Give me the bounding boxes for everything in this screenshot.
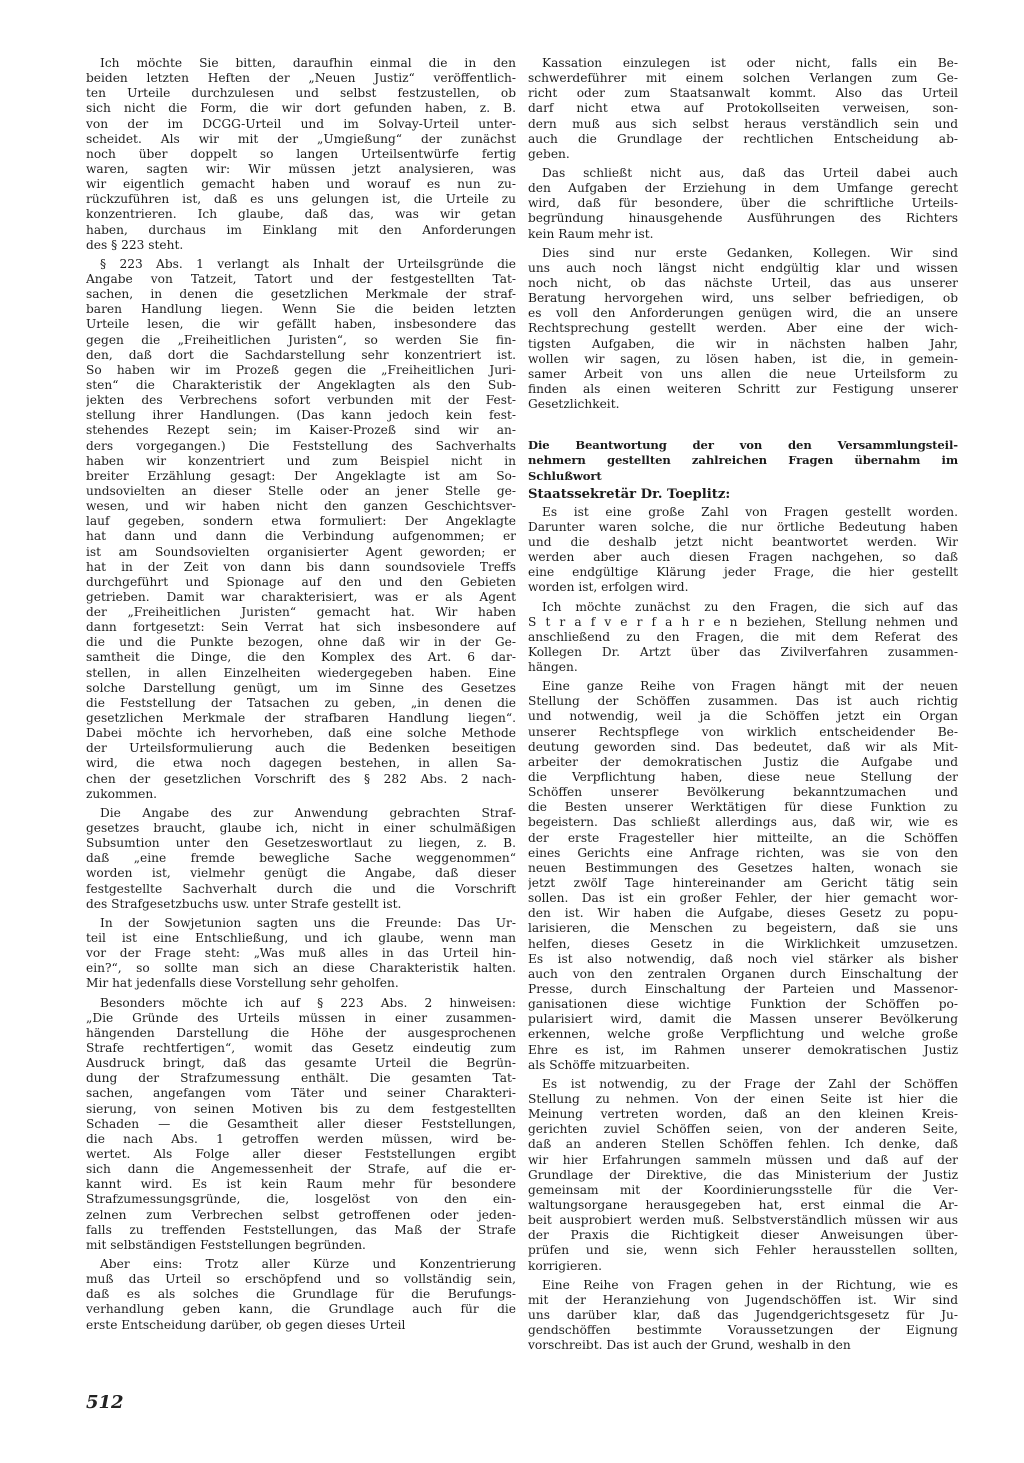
text-line: der „Freiheitlichen Juristen“ gemacht hat. Wir haben — [86, 605, 516, 620]
text-line: Eine ganze Reihe von Fragen hängt mit der neuen — [542, 679, 958, 694]
text-line: die Feststellung der Tatsachen zu geben, „in denen die — [86, 695, 516, 710]
text-line: konzentrieren. Ich glaube, daß das, was wir getan — [86, 207, 516, 222]
text-line: wollen wir sagen, zu lösen haben, ist die, in gemein- — [528, 351, 958, 366]
text-line: hängenden Darstellung die Höhe der ausgesprochenen — [86, 1025, 516, 1040]
text-line: So haben wir im Prozeß gegen die „Freiheitlichen Juri- — [86, 362, 516, 377]
paragraph — [528, 600, 958, 676]
text-line: wir hier Erfahrungen sammeln müssen und daß auf der — [528, 1152, 958, 1167]
paragraph — [528, 56, 958, 162]
text-line: der Urteilsformulierung auch die Bedenken beseitigen — [86, 741, 516, 756]
text-line: Dabei möchte ich hervorheben, daß eine solche Methode — [86, 726, 516, 741]
text-line: der erste Fragesteller hier mitteilte, an die Schöffen — [528, 830, 958, 845]
text-line: Kollegen Dr. Artzt über das Zivilverfahren zusammen- — [528, 644, 958, 659]
text-line: wesen, und wir haben nicht den ganzen Geschichtsver- — [86, 499, 516, 514]
text-line: teil ist eine Entschließung, und ich glaube, wenn man — [86, 931, 516, 946]
text-line: wir eigentlich gemacht haben und worauf es nun zu- — [86, 177, 516, 192]
text-line: dern muß aus sich selbst heraus verständlich sein und — [528, 116, 958, 131]
text-line: daß „eine fremde bewegliche Sache weggenommen“ — [86, 851, 516, 866]
text-line: der Praxis die Richtigkeit dieser Anweisungen über- — [528, 1228, 958, 1243]
text-line: chen der gesetzlichen Vorschrift des § 282 Abs. 2 nach- — [86, 771, 516, 786]
text-line: Subsumtion unter den Gesetzeswortlaut zu liegen, z. B. — [86, 836, 516, 851]
text-line: Mir hat jedenfalls diese Vorstellung sehr geholfen. — [86, 976, 399, 991]
text-line: erste Entscheidung darüber, ob gegen dieses Urteil — [86, 1317, 406, 1332]
paragraph — [86, 257, 516, 802]
text-line: die nach Abs. 1 getroffen werden müssen, wird be- — [86, 1131, 516, 1146]
text-line: gemeinsam mit der Koordinierungsstelle für die Ver- — [528, 1182, 958, 1197]
page-number: 512 — [86, 1392, 124, 1413]
text-line: larisieren, die Menschen zu begeistern, daß sie uns — [528, 921, 958, 936]
text-line: hat dann und dann die Verbindung aufgenommen; er — [86, 529, 516, 544]
text-line: samer Arbeit von uns allen die neue Urteilsform zu — [528, 366, 958, 381]
text-line: In der Sowjetunion sagten uns die Freunde: Das Ur- — [100, 915, 516, 930]
text-line: werden aber auch diesen Fragen nachgehen, so daß — [528, 550, 958, 565]
text-line: wird, die etwa noch dagegen bestehen, in allen Sa- — [86, 756, 516, 771]
text-line: die Besten unserer Werktätigen für diese Funktion zu — [528, 800, 958, 815]
text-line: unserer Rechtspflege von wirklich entscheidender Be- — [528, 724, 958, 739]
text-line: beiden letzten Heften der „Neuen Justiz“ veröffentlich- — [86, 71, 516, 86]
heading-line: Die Beantwortung der von den Versammlungsteil- — [528, 438, 958, 453]
text-line: Es ist notwendig, zu der Frage der Zahl der Schöffen — [542, 1076, 958, 1091]
text-line: Urteile lesen, die wir gefällt haben, insbesondere das — [86, 317, 516, 332]
text-line: Kassation einzulegen ist oder nicht, falls ein Be- — [542, 56, 958, 70]
text-line: wertet. Als Folge aller dieser Feststellungen ergibt — [86, 1146, 516, 1161]
text-line: getrieben. Damit war charakterisiert, was er als Agent — [86, 589, 516, 604]
text-line: dung der Strafzumessung enthält. Die gesamten Tat- — [86, 1071, 516, 1086]
text-line: Ich möchte Sie bitten, daraufhin einmal die in den — [100, 56, 516, 70]
text-line: Gesetzlichkeit. — [528, 397, 620, 412]
text-line: festgestellte Sachverhalt durch die und die Vorschrift — [86, 881, 516, 896]
text-line: haben wir konzentriert und zum Beispiel nicht in — [86, 453, 516, 468]
text-line: Ich möchte zunächst zu den Fragen, die sich auf das — [542, 599, 958, 614]
text-line: waren, sagten wir: Wir müssen jetzt analysieren, was — [86, 161, 516, 176]
text-line: Presse, durch Einschaltung der Parteien und Massenor- — [528, 982, 958, 997]
text-line: gerichten zuviel Schöffen seien, von der anderen Seite, — [528, 1122, 958, 1137]
text-line: tigsten Aufgaben, die wir in nächsten halben Jahr, — [528, 336, 958, 351]
right-column — [528, 56, 958, 1357]
text-line: Stellung zu nehmen. Von der einen Seite ist hier die — [528, 1092, 958, 1106]
text-line: breiter Erzählung gesagt: Der Angeklagte ist am So- — [86, 468, 516, 483]
text-line: eines Gerichts eine Anfrage richten, was sie von den — [528, 845, 958, 860]
text-line: noch nicht, ob das nächste Urteil, das aus unserer — [528, 275, 958, 290]
text-line: vorschreibt. Das ist auch der Grund, weshalb in den — [528, 1338, 851, 1353]
text-line: dann fortgesetzt: Sein Verrat hat sich insbesondere auf — [86, 620, 516, 635]
text-line: und notwendig, weil ja die Schöffen jetzt ein Organ — [528, 709, 958, 724]
text-line: daß an anderen Stellen Schöffen fehlen. Ich denke, daß — [528, 1137, 958, 1152]
text-line: baren Handlung liegen. Wenn Sie die beiden letzten — [86, 302, 516, 317]
text-line: lauf gegeben, sondern etwa formuliert: Der Angeklagte — [86, 514, 516, 529]
text-line: prüfen und sie, wenn sich Fehler herausstellen sollten, — [528, 1243, 958, 1258]
text-line: pularisiert wird, damit die Massen unserer Bevölkerung — [528, 1012, 958, 1027]
text-line: Ausdruck bringt, daß das gesamte Urteil die Begrün- — [86, 1056, 516, 1071]
text-line: Schaden — die Gesamtheit aller dieser Feststellungen, — [86, 1116, 516, 1131]
left-column — [86, 56, 516, 1337]
speaker-label — [528, 486, 958, 503]
text-line: hat in der Zeit von dann bis dann soundsoviele Treffs — [86, 559, 516, 574]
text-line: beit ausprobiert werden muß. Selbstverständlich müssen wir aus — [528, 1213, 958, 1228]
text-line: daß es als solches die Grundlage für die Berufungs- — [86, 1287, 516, 1302]
text-line: des § 223 steht. — [86, 237, 184, 252]
paragraph — [528, 1077, 958, 1274]
text-line: § 223 Abs. 1 verlangt als Inhalt der Urteilsgründe die — [100, 256, 516, 271]
text-line: noch über doppelt so langen Urteilsentwürfe fertig — [86, 146, 516, 161]
text-line: Meinung vertreten worden, daß an den kleinen Kreis- — [528, 1107, 958, 1122]
text-line: hängen. — [528, 660, 578, 675]
text-line: kein Raum mehr ist. — [528, 226, 654, 241]
text-line: anschließend zu den Fragen, die mit dem Referat des — [528, 629, 958, 644]
text-line: stehendes Rezept sein; im Kaiser-Prozeß sind wir an- — [86, 423, 516, 438]
text-line: uns darüber klar, daß das Jugendgerichtsgesetz für Ju- — [528, 1307, 958, 1322]
text-line: auch von den zentralen Organen durch Einschaltung der — [528, 966, 958, 981]
text-line: helfen, dieses Gesetz in die Wirklichkeit umzusetzen. — [528, 936, 958, 951]
text-line: des Strafgesetzbuchs usw. unter Strafe gestellt ist. — [86, 896, 402, 911]
text-line: vor der Frage steht: „Was muß alles in das Urteil hin- — [86, 946, 516, 961]
text-line: worden ist, erfolgen wird. — [528, 580, 689, 595]
text-line: finden als einen weiteren Schritt zur Festigung unserer — [528, 381, 958, 396]
text-line: den ist. Wir haben die Aufgabe, dieses Gesetz zu popu- — [528, 906, 958, 921]
text-line: korrigieren. — [528, 1258, 602, 1273]
text-line: sich dann die Angemessenheit der Strafe, auf die er- — [86, 1162, 516, 1177]
text-line: „Die Gründe des Urteils müssen in einer zusammen- — [86, 1010, 516, 1025]
text-line: jetzt zwölf Tage hintereinander am Gericht tätig sein — [528, 876, 958, 891]
text-line: sich nicht die Form, die wir dort gefunden haben, z. B. — [86, 101, 516, 116]
text-line: gesetzes braucht, glaube ich, nicht in einer schulmäßigen — [86, 821, 516, 836]
text-line: muß das Urteil so erschöpfend und so vollständig sein, — [86, 1272, 516, 1287]
right-column-text-bottom — [528, 505, 958, 1354]
text-line: eine endgültige Klärung jeder Frage, die hier gestellt — [528, 565, 958, 580]
text-line: die und die Punkte bezogen, ohne daß wir in der Ge- — [86, 635, 516, 650]
text-line: mit der Heranziehung von Jugendschöffen ist. Wir sind — [528, 1292, 958, 1307]
text-line: Es ist eine große Zahl von Fragen gestellt worden. — [542, 504, 958, 519]
text-line: gesetzlichen Merkmale der strafbaren Handlung liegen“. — [86, 711, 516, 726]
text-line: zukommen. — [86, 786, 158, 801]
text-line: Beratung hervorgehen wird, uns selber befriedigen, ob — [528, 291, 958, 306]
text-line: stellen, in allen Einzelheiten wiedergegeben haben. Eine — [86, 665, 516, 680]
text-line: durchgeführt und Spionage auf den und den Gebieten — [86, 574, 516, 589]
text-line: begeistern. Das schließt allerdings aus, daß wir, wie es — [528, 815, 958, 830]
text-line: Grundlage der Direktive, die das Ministerium der Justiz — [528, 1167, 958, 1182]
text-line: erkennen, welche große Verpflichtung und welche große — [528, 1027, 958, 1042]
text-line: ders vorgegangen.) Die Feststellung des Sachverhalts — [86, 438, 516, 453]
text-line: sierung, von seinen Motiven bis zu dem festgestellten — [86, 1101, 516, 1116]
text-line: deutung geworden sind. Das bedeutet, daß wir als Mit- — [528, 739, 958, 754]
text-line: Aber eins: Trotz aller Kürze und Konzentrierung — [100, 1256, 516, 1271]
text-line: solche Darstellung genügt, um im Sinne des Gesetzes — [86, 680, 516, 695]
text-line: Die Angabe des zur Anwendung gebrachten Straf- — [100, 805, 516, 820]
speaker-name: Staatssekretär Dr. Toeplitz: — [528, 486, 731, 502]
text-line: waltungsorgane herausgegeben hat, erst einmal die Ar- — [528, 1197, 958, 1212]
text-line: Angabe von Tatzeit, Tatort und der festgestellten Tat- — [86, 271, 516, 286]
text-line: begründung hinausgehende Ausführungen des Richters — [528, 211, 958, 226]
paragraph — [528, 166, 958, 242]
text-line: mit selbständigen Feststellungen begründen. — [86, 1237, 366, 1252]
text-line: verhandlung geben kann, die Grundlage auch für die — [86, 1302, 516, 1317]
paragraph — [86, 56, 516, 253]
paragraph — [86, 806, 516, 912]
text-line: Rechtsprechung gestellt werden. Aber eine der wich- — [528, 321, 958, 336]
text-line: Dies sind nur erste Gedanken, Kollegen. Wir sind — [542, 245, 958, 260]
paragraph — [86, 1257, 516, 1333]
text-line: richt oder zum Staatsanwalt kommt. Also das Urteil — [528, 86, 958, 101]
text-line: darf nicht etwa auf Protokollseiten verweisen, son- — [528, 101, 958, 116]
text-line: jekten des Verbrechens sofort verbunden mit der Fest- — [86, 393, 516, 408]
right-column-text-top — [528, 56, 958, 412]
text-line: und die deshalb jetzt nicht beantwortet werden. Wir — [528, 534, 958, 549]
text-line: auch die Grundlage der rechtlichen Entscheidung ab- — [528, 131, 958, 146]
text-line: wird, daß für besondere, über die schriftliche Urteils- — [528, 196, 958, 211]
text-line: scheidet. Als wir mit der „Umgießung“ der zunächst — [86, 131, 516, 146]
text-line: Besonders möchte ich auf § 223 Abs. 2 hinweisen: — [100, 995, 516, 1010]
text-line: zelnen zum Verbrechen selbst getroffenen oder jeden- — [86, 1207, 516, 1222]
heading-line: nehmern gestellten zahlreichen Fragen übernahm im — [528, 453, 958, 468]
text-line: ganisationen diese wichtige Funktion der Schöffen po- — [528, 997, 958, 1012]
text-line: Stellung der Schöffen zusammen. Das ist auch richtig — [528, 694, 958, 709]
text-line: sollen. Das ist ein großer Fehler, der hier gemacht wor- — [528, 891, 958, 906]
text-line: rückzuführen ist, daß es uns gelungen ist, die Urteile zu — [86, 192, 516, 207]
paragraph — [86, 916, 516, 992]
text-line: geben. — [528, 146, 570, 161]
text-line: Schöffen unserer Bevölkerung bekanntzumachen und — [528, 785, 958, 800]
paragraph — [528, 505, 958, 596]
paragraph — [528, 246, 958, 413]
text-line: die Verpflichtung haben, diese neue Stellung der — [528, 770, 958, 785]
text-line: sachen, angefangen vom Täter und seiner Charakteri- — [86, 1086, 516, 1101]
text-line: Strafe rechtfertigen“, womit das Gesetz eindeutig zum — [86, 1041, 516, 1055]
text-line: sten“ die Charakteristik der Angeklagten als den Sub- — [86, 377, 516, 392]
text-line: samtheit die Dinge, die den Komplex des Art. 6 dar- — [86, 650, 516, 665]
text-line: ist am Soundsovielten organisierter Agent geworden; er — [86, 544, 516, 559]
text-line: Es ist also notwendig, daß noch viel stärker als bisher — [528, 951, 958, 966]
text-line: uns auch noch längst nicht endgültig klar und wissen — [528, 260, 958, 275]
paragraph — [528, 1278, 958, 1354]
text-line: Eine Reihe von Fragen gehen in der Richtung, wie es — [542, 1277, 958, 1292]
text-line: falls zu treffenden Feststellungen, das Maß der Strafe — [86, 1222, 516, 1237]
text-line: S t r a f v e r f a h r e n beziehen, Stellung nehmen und — [528, 614, 958, 629]
text-line: ten Urteile durchzulesen und selbst festzustellen, ob — [86, 86, 516, 101]
section-heading — [528, 438, 958, 483]
text-line: undsovielten an dieser Stelle oder an jener Stelle ge- — [86, 483, 516, 498]
text-line: Ehre es ist, im Rahmen unserer demokratischen Justiz — [528, 1042, 958, 1057]
text-line: den, daß dort die Sachdarstellung sehr konzentriert ist. — [86, 347, 516, 362]
text-line: von der im DCGG-Urteil und im Solvay-Urteil unter- — [86, 116, 516, 131]
text-line: als Schöffe mitzuarbeiten. — [528, 1057, 690, 1072]
text-line: kannt wird. Es ist kein Raum mehr für besondere — [86, 1177, 516, 1192]
text-line: worden ist, vielmehr genügt die Angabe, daß dieser — [86, 866, 516, 881]
text-line: haben, durchaus im Einklang mit den Anforderungen — [86, 222, 516, 237]
text-line: neuen Bestimmungen des Gesetzes halten, wonach sie — [528, 860, 958, 875]
text-line: arbeiter der demokratischen Justiz die Aufgabe und — [528, 754, 958, 769]
text-line: schwerdeführer mit einem solchen Verlangen zum Ge- — [528, 71, 958, 86]
text-line: gendschöffen bestimmte Voraussetzungen der Eignung — [528, 1323, 958, 1338]
heading-line: Schlußwort — [528, 468, 602, 483]
paragraph — [86, 996, 516, 1253]
text-line: Strafzumessungsgründe, die, losgelöst von den ein- — [86, 1192, 516, 1207]
text-line: ein?“, so sollte man sich an diese Charakteristik halten. — [86, 961, 516, 976]
paragraph — [528, 679, 958, 1073]
text-line: den Aufgaben der Erziehung in dem Umfange gerecht — [528, 181, 958, 196]
text-line: Darunter waren solche, die nur örtliche Bedeutung haben — [528, 519, 958, 534]
text-line: stellung ihrer Handlungen. (Das kann jedoch kein fest- — [86, 408, 516, 423]
text-line: Das schließt nicht aus, daß das Urteil dabei auch — [542, 165, 958, 180]
text-line: sachen, in denen die gesetzlichen Merkmale der straf- — [86, 287, 516, 302]
text-line: es voll den Anforderungen genügen wird, die an unsere — [528, 306, 958, 321]
text-line: gegen die „Freiheitlichen Juristen“, so werden Sie fin- — [86, 332, 516, 347]
